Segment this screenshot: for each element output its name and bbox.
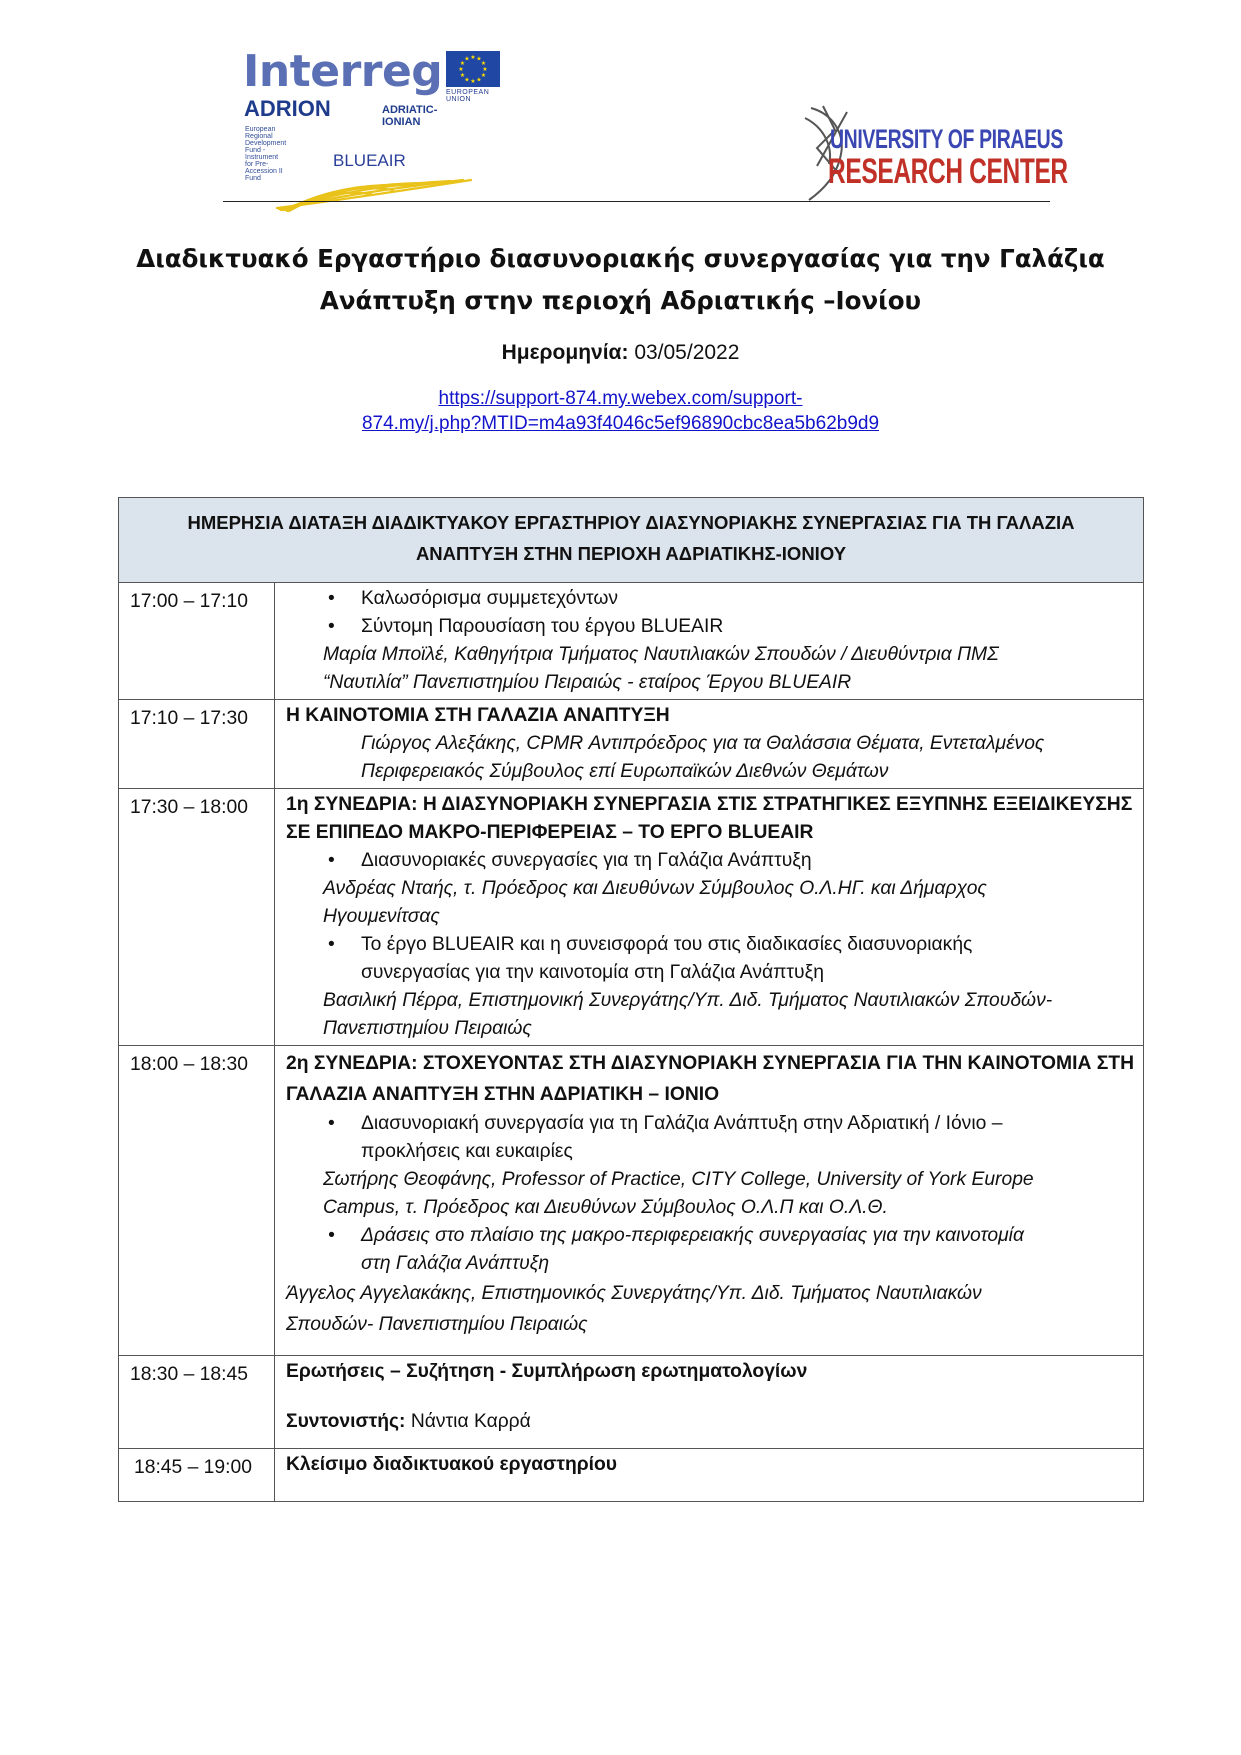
- adrion-label: ADRION: [244, 96, 331, 121]
- agenda-row: [119, 583, 1144, 700]
- moderator-line: [286, 1408, 1135, 1436]
- adriatic-ionian-label: ADRIATIC-IONIAN: [382, 104, 438, 128]
- header-divider: [223, 201, 1050, 202]
- agenda-bullet-continued: προκλήσεις και ευκαιρίες: [361, 1141, 573, 1162]
- svg-text:★: ★: [470, 78, 476, 85]
- eu-flag-icon: [446, 51, 500, 87]
- date-value: 03/05/2022: [634, 341, 740, 364]
- agenda-row: [119, 700, 1144, 789]
- agenda-content: [275, 1046, 1144, 1356]
- agenda-table: [118, 497, 1144, 1502]
- speaker-line: Ηγουμενίτσας: [323, 906, 440, 927]
- agenda-time: 18:45 – 19:00: [119, 1449, 275, 1502]
- date-line: [0, 341, 1241, 365]
- fund-line: European Regional Development Fund - Instrument for Pre-Accession II Fund: [245, 126, 287, 182]
- speaker-line: Πανεπιστημίου Πειραιώς: [323, 1018, 532, 1039]
- speaker-line: Σπουδών- Πανεπιστημίου Πειραιώς: [286, 1314, 588, 1335]
- speaker-line: Campus, τ. Πρόεδρος και Διευθύνων Σύμβουλος Ο.Λ.Π και Ο.Λ.Θ.: [323, 1197, 888, 1218]
- interreg-wordmark: Interreg: [243, 46, 443, 97]
- svg-text:★: ★: [476, 55, 482, 63]
- agenda-bullet: • Σύντομη Παρουσίαση του έργου BLUEAIR: [286, 613, 1135, 641]
- svg-text:★: ★: [476, 76, 482, 84]
- blueair-label: BLUEAIR: [333, 151, 406, 170]
- svg-text:★: ★: [464, 76, 470, 84]
- svg-text:★: ★: [458, 66, 464, 73]
- agenda-time: 17:10 – 17:30: [119, 700, 275, 789]
- agenda-heading-line-1: ΗΜΕΡΗΣΙΑ ΔΙΑΤΑΞΗ ΔΙΑΔΙΚΤΥΑΚΟΥ ΕΡΓΑΣΤΗΡΙΟΥ ΔΙΑΣΥΝΟΡΙΑΚΗΣ ΣΥΝΕΡΓΑΣΙΑΣ ΓΙΑ ΤΗ ΓΑΛΑΖΙΑ: [187, 512, 1075, 533]
- session-title: Κλείσιμο διαδικτυακού εργαστηρίου: [286, 1454, 618, 1475]
- webex-link-line-1[interactable]: https://support-874.my.webex.com/support-: [438, 388, 803, 409]
- agenda-time: 18:30 – 18:45: [119, 1356, 275, 1449]
- speaker-line: Περιφερειακός Σύμβουλος επί Ευρωπαϊκών Διεθνών Θεμάτων: [361, 761, 889, 782]
- blueair-wing-icon: [275, 178, 475, 217]
- speaker-line: Άγγελος Αγγελακάκης, Επιστημονικός Συνεργάτης/Υπ. Διδ. Τμήματος Ναυτιλιακών: [286, 1283, 982, 1304]
- agenda-bullet-continued: στη Γαλάζια Ανάπτυξη: [361, 1253, 550, 1274]
- moderator-name: Νάντια Καρρά: [410, 1411, 531, 1432]
- agenda-bullet: • Δράσεις στο πλαίσιο της μακρο-περιφερειακής συνεργασίας για την καινοτομία: [286, 1222, 1135, 1250]
- svg-text:★: ★: [480, 72, 487, 79]
- title-line-1: Διαδικτυακό Εργαστήριο διασυνοριακής συνεργασίας για την Γαλάζια: [136, 244, 1105, 273]
- title-line-2: Ανάπτυξη στην περιοχή Αδριατικής –Ιονίου: [319, 286, 922, 315]
- svg-text:★: ★: [482, 66, 488, 73]
- agenda-bullet-continued: συνεργασίας για την καινοτομία στη Γαλάζια Ανάπτυξη: [361, 962, 824, 983]
- session-title: Η ΚΑΙΝΟΤΟΜΙΑ ΣΤΗ ΓΑΛΑΖΙΑ ΑΝΑΠΤΥΞΗ: [286, 705, 670, 726]
- agenda-bullet: • Διασυνοριακές συνεργασίες για τη Γαλάζια Ανάπτυξη: [286, 847, 1135, 875]
- agenda-content: [275, 700, 1144, 789]
- agenda-heading-line-2: ΑΝΑΠΤΥΞΗ ΣΤΗΝ ΠΕΡΙΟΧΗ ΑΔΡΙΑΤΙΚΗΣ-ΙΟΝΙΟΥ: [415, 543, 847, 564]
- agenda-row: [119, 1449, 1144, 1502]
- speaker-line: “Ναυτιλία” Πανεπιστημίου Πειραιώς - εταίρος Έργου BLUEAIR: [323, 672, 852, 693]
- agenda-content: [275, 1356, 1144, 1449]
- agenda-row: [119, 1046, 1144, 1356]
- session-title: ΓΑΛΑΖΙΑ ΑΝΑΠΤΥΞΗ ΣΤΗΝ ΑΔΡΙΑΤΙΚΗ – ΙΟΝΙΟ: [286, 1084, 720, 1105]
- svg-text:★: ★: [459, 60, 466, 67]
- agenda-bullet: • Καλωσόρισμα συμμετεχόντων: [286, 585, 1135, 613]
- speaker-line: Μαρία Μποϊλέ, Καθηγήτρια Τμήματος Ναυτιλιακών Σπουδών / Διευθύντρια ΠΜΣ: [323, 644, 999, 665]
- session-title: 2η ΣΥΝΕΔΡΙΑ: ΣΤΟΧΕΥΟΝΤΑΣ ΣΤΗ ΔΙΑΣΥΝΟΡΙΑΚΗ ΣΥΝΕΡΓΑΣΙΑ ΓΙΑ ΤΗΝ ΚΑΙΝΟΤΟΜΙΑ ΣΤΗ: [286, 1053, 1135, 1074]
- agenda-row: [119, 1356, 1144, 1449]
- moderator-label: Συντονιστής:: [286, 1411, 406, 1432]
- research-center-name: RESEARCH CENTER: [828, 152, 1068, 191]
- session-title: Ερωτήσεις – Συζήτηση - Συμπλήρωση ερωτηματολογίων: [286, 1361, 808, 1382]
- svg-text:★: ★: [480, 60, 487, 67]
- speaker-line: Σωτήρης Θεοφάνης, Professor of Practice, CITY College, University of York Europe: [323, 1169, 1034, 1190]
- agenda-content: [275, 583, 1144, 700]
- agenda-header-row: [119, 498, 1144, 583]
- date-label: Ημερομηνία:: [501, 341, 629, 364]
- document-title: [0, 238, 1241, 322]
- eu-label: EUROPEAN UNION: [446, 89, 490, 103]
- agenda-time: 18:00 – 18:30: [119, 1046, 275, 1356]
- agenda-time: 17:30 – 18:00: [119, 789, 275, 1046]
- svg-text:★: ★: [470, 54, 476, 61]
- webex-link[interactable]: [0, 386, 1241, 436]
- agenda-content: [275, 789, 1144, 1046]
- speaker-line: Ανδρέας Νταής, τ. Πρόεδρος και Διευθύνων Σύμβουλος Ο.Λ.ΗΓ. και Δήμαρχος: [323, 878, 987, 899]
- agenda-row: [119, 789, 1144, 1046]
- agenda-heading: [119, 498, 1144, 583]
- svg-text:★: ★: [459, 72, 466, 79]
- agenda-content: [275, 1449, 1144, 1502]
- session-title: 1η ΣΥΝΕΔΡΙΑ: Η ΔΙΑΣΥΝΟΡΙΑΚΗ ΣΥΝΕΡΓΑΣΙΑ ΣΤΙΣ ΣΤΡΑΤΗΓΙΚΕΣ ΕΞΥΠΝΗΣ ΕΞΕΙΔΙΚΕΥΣΗΣ: [286, 794, 1133, 815]
- agenda-time: 17:00 – 17:10: [119, 583, 275, 700]
- unipi-name: UNIVERSITY OF PIRAEUS: [830, 124, 1063, 154]
- session-title: ΣΕ ΕΠΙΠΕΔΟ ΜΑΚΡΟ-ΠΕΡΙΦΕΡΕΙΑΣ – ΤΟ ΕΡΓΟ BLUEAIR: [286, 822, 814, 843]
- webex-link-line-2[interactable]: 874.my/j.php?MTID=m4a93f4046c5ef96890cbc8ea5b62b9d9: [361, 413, 880, 434]
- speaker-line: Γιώργος Αλεξάκης, CPMR Αντιπρόεδρος για τα Θαλάσσια Θέματα, Εντεταλμένος: [361, 733, 1045, 754]
- svg-text:★: ★: [464, 55, 470, 63]
- agenda-bullet: • Διασυνοριακή συνεργασία για τη Γαλάζια Ανάπτυξη στην Αδριατική / Ιόνιο –: [286, 1110, 1135, 1138]
- speaker-line: Βασιλική Πέρρα, Επιστημονική Συνεργάτης/Υπ. Διδ. Τμήματος Ναυτιλιακών Σπουδών-: [323, 990, 1053, 1011]
- agenda-bullet: • Το έργο BLUEAIR και η συνεισφορά του στις διαδικασίες διασυνοριακής: [286, 931, 1135, 959]
